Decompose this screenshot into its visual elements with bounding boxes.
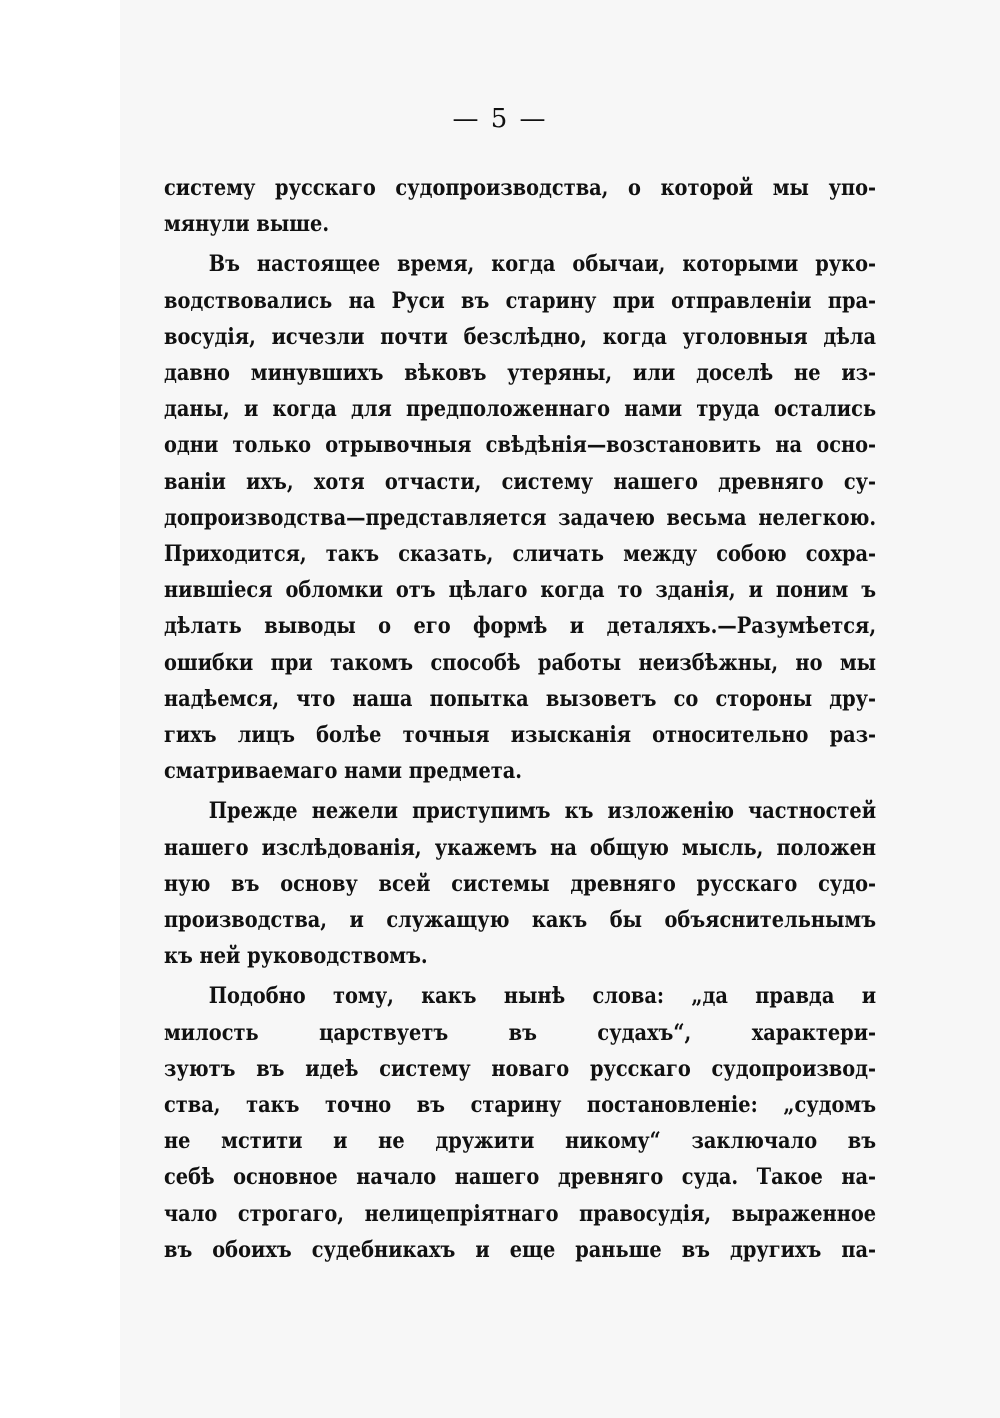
text-line: къ ней руководствомъ. (164, 943, 428, 970)
text-line: гихъ лицъ болѣе точныя изысканія относительно раз- (164, 722, 877, 749)
scan-margin (0, 0, 120, 1418)
text-line: производства, и служащую какъ бы объяснительнымъ (164, 907, 877, 934)
text-line: восудія, исчезли почти безслѣдно, когда уголовныя дѣла (164, 323, 877, 350)
text-line: надѣемся, что наша попытка вызоветъ со стороны дру- (164, 685, 877, 712)
text-line: систему русскаго судопроизводства, о которой мы упо- (164, 175, 877, 201)
text-line: допроизводства—представляется задачею весьма нелегкою. (164, 504, 877, 531)
text-line: ваніи ихъ, хотя отчасти, систему нашего древняго су- (164, 468, 877, 495)
page-number: — 5 — (452, 104, 548, 134)
text-line: зуютъ въ идеѣ систему новаго русскаго судопроизвод- (164, 1055, 877, 1082)
text-line: одни только отрывочныя свѣдѣнія—возстановить на осно- (164, 432, 877, 459)
text-line: дѣлать выводы о его формѣ и деталяхъ.—Разумѣется, (164, 613, 877, 640)
text-line: не мстити и не дружити никому“ заключало въ (164, 1128, 877, 1155)
text-line: даны, и когда для предположеннаго нами труда остались (164, 396, 877, 423)
text-line: ную въ основу всей системы древняго русскаго судо- (164, 870, 877, 897)
text-line: нившіеся обломки отъ цѣлаго когда то зданія, и поним ъ (164, 577, 877, 604)
text-line: ства, такъ точно въ старину постановленіе: „судомъ (164, 1092, 877, 1119)
text-line: мянули выше. (164, 211, 330, 238)
text-line: Прежде нежели приступимъ къ изложенію частностей (208, 798, 877, 825)
text-line: сматриваемаго нами предмета. (164, 758, 523, 785)
text-line: Приходится, такъ сказать, сличать между собою сохра- (164, 541, 877, 568)
body-text (164, 170, 876, 1268)
text-line: давно минувшихъ вѣковъ утеряны, или доселѣ не из- (164, 360, 877, 387)
text-line: водствовались на Руси въ старину при отправленіи пра- (164, 287, 877, 314)
text-line: чало строгаго, нелицепріятнаго правосудія, выраженное (164, 1200, 877, 1227)
text-line: Въ настоящее время, когда обычаи, которыми руко- (208, 251, 877, 278)
text-line: ошибки при такомъ способѣ работы неизбѣжны, но мы (164, 649, 877, 676)
text-line: милость царствуетъ въ судахъ“, характери- (164, 1019, 877, 1046)
text-line: себѣ основное начало нашего древняго суда. Такое на- (164, 1164, 877, 1191)
text-line: Подобно тому, какъ нынѣ слова: „да правда и (208, 983, 877, 1010)
text-line: нашего изслѣдованія, укажемъ на общую мысль, положен (164, 834, 877, 861)
text-line: въ обоихъ судебникахъ и еще раньше въ другихъ па- (164, 1236, 877, 1263)
